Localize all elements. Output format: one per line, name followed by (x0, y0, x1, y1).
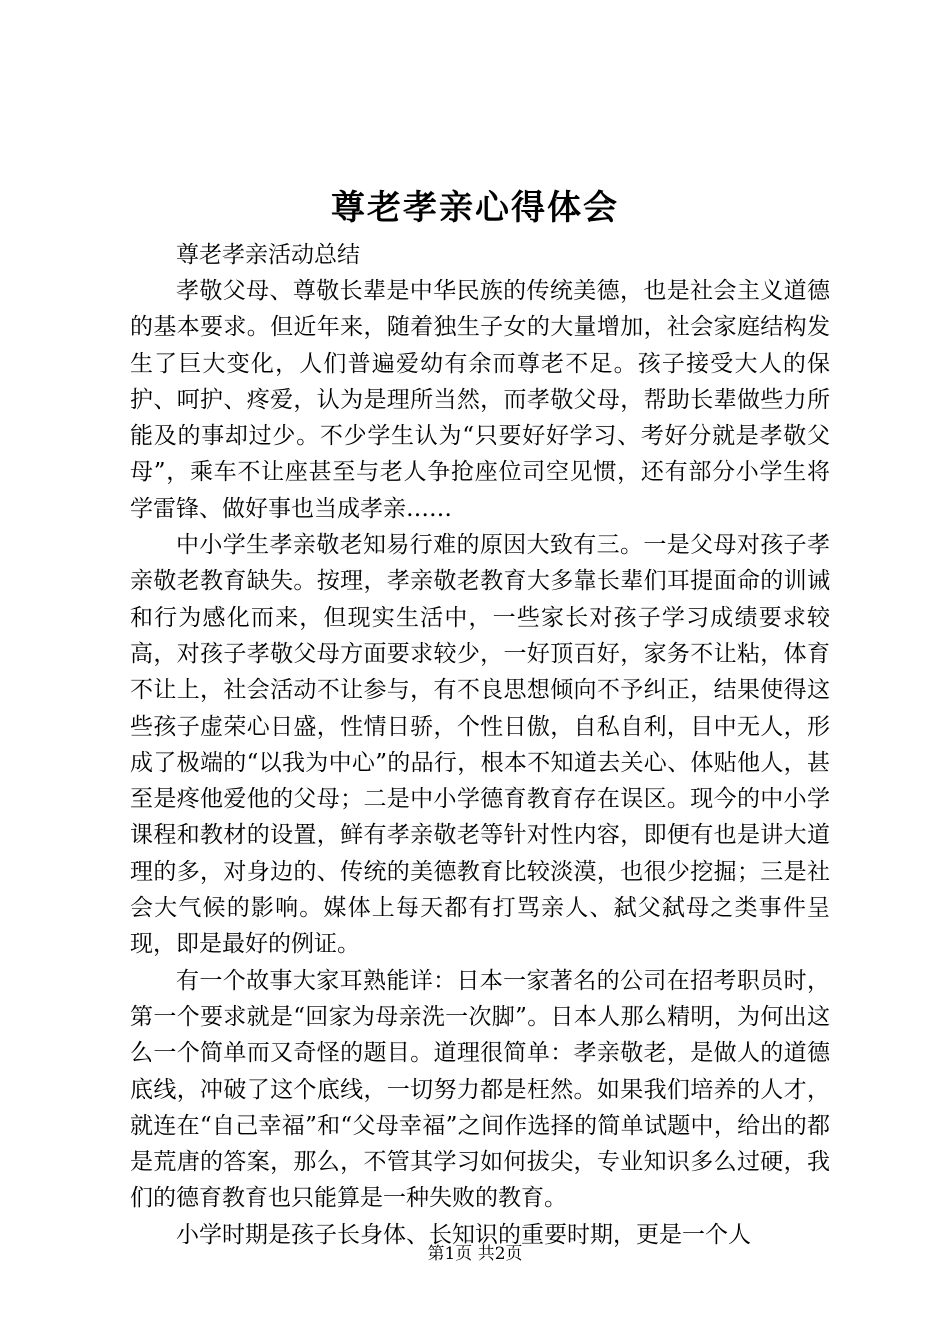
page-number-footer: 第1页 共2页 (427, 1244, 523, 1264)
paragraph: 有一个故事大家耳熟能详：日本一家著名的公司在招考职员时，第一个要求就是“回家为母亲洗一次脚”。日本人那么精明，为何出这么一个简单而又奇怪的题目。道理很简单：孝亲敬老，是做人的道德底线，冲破了这个底线，一切努力都是枉然。如果我们培养的人才，就连在“自己幸福”和“父母幸福”之间作选择的简单试题中，给出的都是荒唐的答案，那么，不管其学习如何拔尖，专业知识多么过硬，我们的德育教育也只能算是一种失败的教育。 (130, 967, 830, 1212)
document-body (130, 237, 830, 1253)
paragraph: 中小学生孝亲敬老知易行难的原因大致有三。一是父母对孩子孝亲敬老教育缺失。按理，孝亲敬老教育大多靠长辈们耳提面命的训诫和行为感化而来，但现实生活中，一些家长对孩子学习成绩要求较高，对孩子孝敬父母方面要求较少，一好顶百好，家务不让粘，体育不让上，社会活动不让参与，有不良思想倾向不予纠正，结果使得这些孩子虚荣心日盛，性情日骄，个性日傲，自私自利，目中无人，形成了极端的“以我为中心”的品行，根本不知道去关心、体贴他人，甚至是疼他爱他的父母；二是中小学德育教育存在误区。现今的中小学课程和教材的设置，鲜有孝亲敬老等针对性内容，即便有也是讲大道理的多，对身边的、传统的美德教育比较淡漠，也很少挖掘；三是社会大气候的影响。媒体上每天都有打骂亲人、弑父弑母之类事件呈现，即是最好的例证。 (130, 532, 830, 958)
document-subtitle: 尊老孝亲活动总结 (176, 242, 360, 268)
document-title: 尊老孝亲心得体会 (331, 188, 619, 228)
paragraph: 小学时期是孩子长身体、长知识的重要时期，更是一个人 (176, 1221, 751, 1248)
paragraph: 孝敬父母、尊敬长辈是中华民族的传统美德，也是社会主义道德的基本要求。但近年来，随着独生子女的大量增加，社会家庭结构发生了巨大变化，人们普遍爱幼有余而尊老不足。孩子接受大人的保护、呵护、疼爱，认为是理所当然，而孝敬父母，帮助长辈做些力所能及的事却过少。不少学生认为“只要好好学习、考好分就是孝敬父母”，乘车不让座甚至与老人争抢座位司空见惯，还有部分小学生将学雷锋、做好事也当成孝亲…… (130, 278, 830, 522)
